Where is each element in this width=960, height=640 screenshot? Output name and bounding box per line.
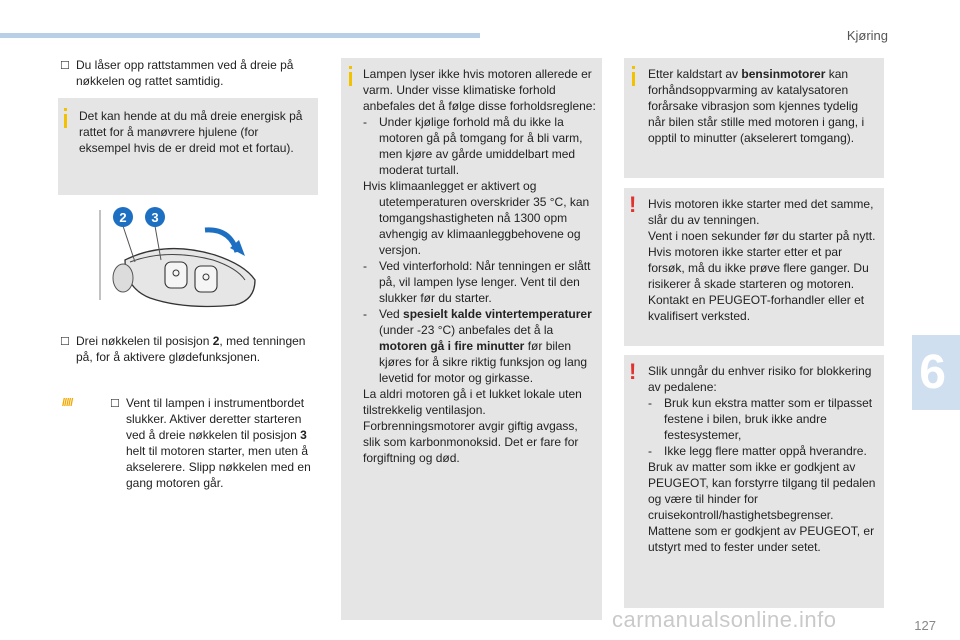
info-panel-steering	[58, 98, 318, 195]
lamp-intro-text: Lampen lyser ikke hvis motoren allerede er varm. Under visse klimatiske forhold anbefales det å følge disse forholdsreglene:	[363, 67, 596, 113]
mats-intro-text: Slik unngår du enhver risiko for blokkering av pedalene:	[648, 364, 872, 394]
warning-exclamation-icon: !	[629, 192, 637, 217]
ignition-key-figure	[95, 200, 275, 315]
info-panel-lamp	[341, 58, 602, 620]
checkbox-bullet-icon: ☐	[60, 60, 70, 72]
aircon-detail-text: utetemperaturen overskrider 35 °C, kan tomgangshastigheten nå 1300 opm avhengig av klimaanleggbehovene og versjon.	[379, 195, 590, 257]
figure-label-2: 2	[119, 210, 127, 225]
mats-fasteners-text: Mattene som er godkjent av PEUGEOT, er utstyrt med to fester under setet.	[648, 524, 875, 554]
info-icon	[64, 114, 67, 128]
info-icon	[349, 72, 352, 86]
watermark: carmanualsonline.info	[612, 607, 837, 632]
step-unlock-text: Du låser opp rattstammen ved å dreie på nøkkelen og rattet samtidig.	[76, 58, 294, 88]
tip-start-text: Vent til lampen i instrumentbordet slukker. Aktiver deretter starteren ved å dreie nøkkelen til posisjon 3 helt til motoren starter, men uten å akselerere. Slipp nøkkelen med en gang motoren går.	[126, 396, 311, 490]
warning-panel-start	[624, 188, 884, 346]
list-item: - Bruk kun ekstra matter som er tilpasset festene i bilen, bruk ikke andre festesystemer,	[648, 396, 873, 442]
warning-exclamation-icon: !	[629, 359, 637, 384]
info-icon-dot	[64, 108, 67, 111]
info-panel-catalyst	[624, 58, 884, 178]
aircon-text: Hvis klimaanlegget er aktivert og	[363, 179, 537, 193]
list-item: - Ikke legg flere matter oppå hverandre.	[648, 444, 867, 458]
step-glow-text: Drei nøkkelen til posisjon 2, med tenningen på, for å aktivere glødefunksjonen.	[76, 334, 306, 364]
checkbox-bullet-icon: ☐	[110, 398, 120, 410]
list-item: - Under kjølige forhold må du ikke la motoren gå på tomgang for å bli varm, men kjøre av gårde umiddelbart med moderat turtall.	[363, 115, 583, 177]
info-icon-dot	[349, 66, 352, 69]
chapter-number: 6	[919, 346, 946, 399]
list-item: - Ved vinterforhold: Når tenningen er slått på, vil lampen lyse lenger. Vent til den slukker før du starter.	[363, 259, 591, 305]
figure-label-3: 3	[151, 210, 159, 225]
header-bar	[0, 33, 480, 38]
info-steering-text: Det kan hende at du må dreie energisk på rattet for å manøvrere hjulene (for eksempel hvis de er dreid mot et fortau).	[79, 109, 303, 155]
list-item: - Ved spesielt kalde vintertemperaturer (under -23 °C) anbefales det å la motoren gå i fire minutter før bilen kjøres for å sikre riktig funksjon og lang levetid for motor og girkasse.	[363, 307, 592, 385]
ventilation-warning-text: La aldri motoren gå i et lukket lokale uten tilstrekkelig ventilasjon. Forbrenningsmotorer avgir giftig avgass, slik som karbonmonoksid. Det er fare for forgiftning og død.	[363, 387, 582, 465]
mats-approval-text: Bruk av matter som ikke er godkjent av PEUGEOT, kan forstyrre tilgang til pedalen og være til hinder for cruisekontroll/hastighetsbegrenser.	[648, 460, 876, 522]
catalyst-text: Etter kaldstart av bensinmotorer kan forhåndsoppvarming av katalysatoren forårsake vibrasjon som kjennes tydelig når bilen står stille med motoren i gang, i opptil to minutter (akselerert tomgang).	[648, 67, 865, 145]
warning-start-text: Hvis motoren ikke starter med det samme, slår du av tenningen.	[648, 197, 874, 227]
page-number: 127	[914, 618, 936, 633]
tip-lines-icon: /////	[62, 397, 73, 409]
warning-panel-mats	[624, 355, 884, 608]
info-icon	[632, 72, 635, 86]
checkbox-bullet-icon: ☐	[60, 336, 70, 348]
info-icon-dot	[632, 66, 635, 69]
section-title: Kjøring	[846, 28, 888, 43]
warning-retry-text: Vent i noen sekunder før du starter på nytt. Hvis motoren ikke starter etter et par forsøk, må du ikke prøve flere ganger. Du risikerer å skade starteren og motoren. Kontakt en PEUGEOT-forhandler eller et kvalifisert verksted.	[648, 229, 876, 323]
